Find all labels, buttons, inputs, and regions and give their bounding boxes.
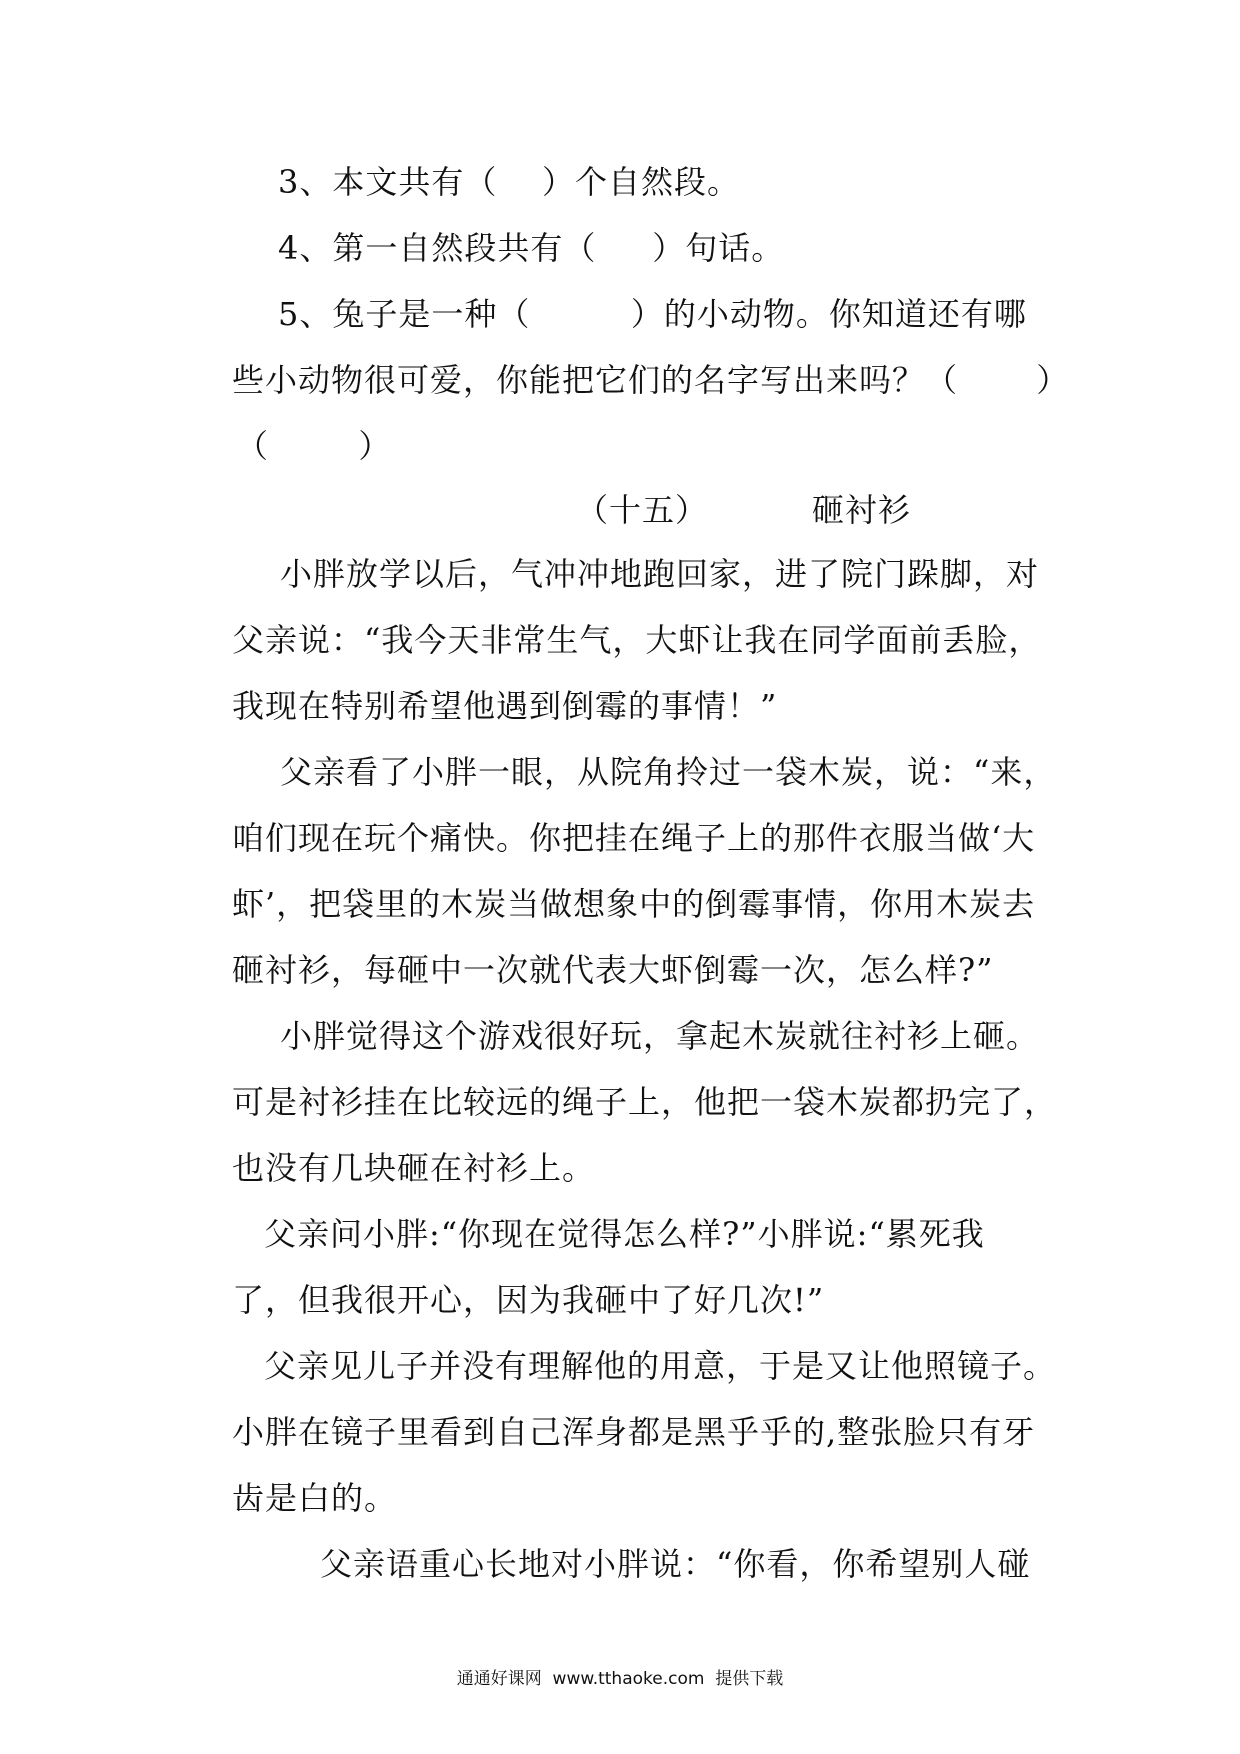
story-line: 父亲语重心长地对小胖说：“你看，你希望别人碰 <box>320 1545 1031 1583</box>
footer-credit: 通通好课网 www.tthaoke.com 提供下载 <box>456 1669 784 1689</box>
story-line: 父亲问小胖:“你现在觉得怎么样?”小胖说:“累死我 <box>264 1215 985 1253</box>
story-line: 小胖放学以后，气冲冲地跑回家，进了院门跺脚，对 <box>280 555 1040 593</box>
story-line: 也没有几块砸在衬衫上。 <box>232 1149 596 1187</box>
story-line: 父亲见儿子并没有理解他的用意，于是又让他照镜子。 <box>264 1347 1057 1385</box>
story-line: 砸衬衫，每砸中一次就代表大虾倒霉一次，怎么样?” <box>232 951 994 989</box>
story-line: 咱们现在玩个痛快。你把挂在绳子上的那件衣服当做‘大 <box>232 819 1036 857</box>
story-line: 虾’，把袋里的木炭当做想象中的倒霉事情，你用木炭去 <box>232 885 1036 923</box>
section-number: （十五） <box>576 491 709 529</box>
section-title: 砸衬衫 <box>812 491 912 529</box>
story-line: 我现在特别希望他遇到倒霉的事情！” <box>232 687 778 725</box>
question-3: 3、本文共有（ ）个自然段。 <box>278 163 741 201</box>
question-5-line-1: 5、兔子是一种（ ）的小动物。你知道还有哪 <box>278 295 1027 333</box>
story-line: 小胖在镜子里看到自己浑身都是黑乎乎的,整张脸只有牙 <box>232 1413 1036 1451</box>
question-4: 4、第一自然段共有（ ）句话。 <box>278 229 785 267</box>
story-line: 齿是白的。 <box>232 1479 398 1517</box>
story-line: 小胖觉得这个游戏很好玩，拿起木炭就往衬衫上砸。 <box>280 1017 1040 1055</box>
story-line: 可是衬衫挂在比较远的绳子上，他把一袋木炭都扔完了， <box>232 1083 1058 1121</box>
story-line: 了，但我很开心，因为我砸中了好几次!” <box>232 1281 825 1319</box>
question-5-line-2: 些小动物很可爱，你能把它们的名字写出来吗？（ ） <box>232 361 1070 399</box>
question-5-line-3: （ ） <box>236 427 392 465</box>
story-line: 父亲说：“我今天非常生气，大虾让我在同学面前丢脸， <box>232 621 1042 659</box>
story-line: 父亲看了小胖一眼，从院角拎过一袋木炭，说：“来， <box>280 753 1057 791</box>
